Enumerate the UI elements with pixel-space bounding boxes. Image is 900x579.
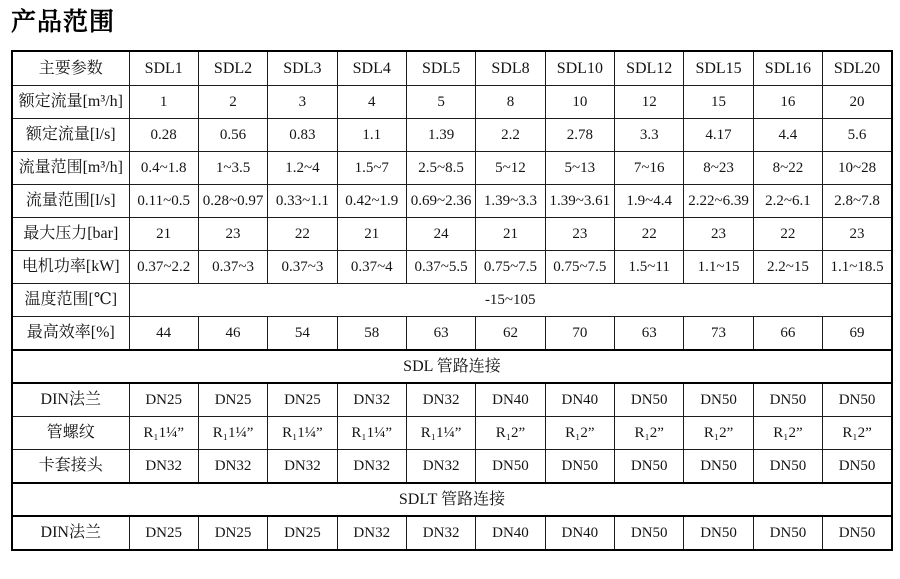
value-cell: 22 bbox=[268, 218, 337, 251]
value-cell: 1~3.5 bbox=[198, 152, 267, 185]
model-column-header: SDL12 bbox=[615, 51, 684, 86]
value-cell: R₁1¼” bbox=[406, 417, 475, 450]
value-cell: R₁2” bbox=[823, 417, 892, 450]
row-label: 流量范围[m³/h] bbox=[12, 152, 129, 185]
model-column-header: SDL5 bbox=[406, 51, 475, 86]
value-cell: 73 bbox=[684, 317, 753, 351]
value-cell: 1.39~3.61 bbox=[545, 185, 614, 218]
table-row bbox=[12, 350, 892, 383]
value-cell: 66 bbox=[753, 317, 822, 351]
table-row bbox=[12, 119, 892, 152]
value-cell: 69 bbox=[823, 317, 892, 351]
value-cell: 1.39 bbox=[406, 119, 475, 152]
value-cell: DN50 bbox=[545, 450, 614, 484]
value-cell: 1.1~18.5 bbox=[823, 251, 892, 284]
value-cell: 21 bbox=[129, 218, 198, 251]
value-cell: DN50 bbox=[684, 383, 753, 417]
table-row bbox=[12, 417, 892, 450]
row-label: 最大压力[bar] bbox=[12, 218, 129, 251]
value-cell: 5~13 bbox=[545, 152, 614, 185]
value-cell: 54 bbox=[268, 317, 337, 351]
value-cell: 2 bbox=[198, 86, 267, 119]
value-cell: 2.78 bbox=[545, 119, 614, 152]
value-cell: R₁1¼” bbox=[129, 417, 198, 450]
value-cell: 7~16 bbox=[615, 152, 684, 185]
value-cell: 0.42~1.9 bbox=[337, 185, 406, 218]
value-cell: 10~28 bbox=[823, 152, 892, 185]
value-cell: 0.37~4 bbox=[337, 251, 406, 284]
model-column-header: SDL20 bbox=[823, 51, 892, 86]
value-cell: 15 bbox=[684, 86, 753, 119]
value-cell: DN50 bbox=[684, 516, 753, 550]
value-cell: 2.5~8.5 bbox=[406, 152, 475, 185]
value-cell: DN25 bbox=[198, 516, 267, 550]
value-cell: DN40 bbox=[545, 383, 614, 417]
value-cell: 44 bbox=[129, 317, 198, 351]
value-cell: DN32 bbox=[406, 516, 475, 550]
value-cell: 4 bbox=[337, 86, 406, 119]
row-label: 电机功率[kW] bbox=[12, 251, 129, 284]
row-label: 额定流量[m³/h] bbox=[12, 86, 129, 119]
value-cell: DN32 bbox=[337, 450, 406, 484]
value-cell: DN32 bbox=[406, 383, 475, 417]
value-cell: 0.37~3 bbox=[198, 251, 267, 284]
row-label: 温度范围[℃] bbox=[12, 284, 129, 317]
value-cell: DN32 bbox=[406, 450, 475, 484]
value-cell: 5.6 bbox=[823, 119, 892, 152]
row-label: 额定流量[l/s] bbox=[12, 119, 129, 152]
value-cell: 16 bbox=[753, 86, 822, 119]
value-cell: DN25 bbox=[129, 516, 198, 550]
value-cell: R₁2” bbox=[753, 417, 822, 450]
value-cell: 4.17 bbox=[684, 119, 753, 152]
value-cell: DN50 bbox=[615, 516, 684, 550]
value-cell: 0.83 bbox=[268, 119, 337, 152]
value-cell: R₁1¼” bbox=[198, 417, 267, 450]
row-label: DIN法兰 bbox=[12, 383, 129, 417]
value-cell: 70 bbox=[545, 317, 614, 351]
value-cell: 0.75~7.5 bbox=[545, 251, 614, 284]
table-row bbox=[12, 483, 892, 516]
value-cell: DN40 bbox=[476, 516, 545, 550]
value-cell: 0.4~1.8 bbox=[129, 152, 198, 185]
value-cell: R₁1¼” bbox=[337, 417, 406, 450]
table-row bbox=[12, 284, 892, 317]
value-cell: 3.3 bbox=[615, 119, 684, 152]
value-cell: 1.9~4.4 bbox=[615, 185, 684, 218]
value-cell: 20 bbox=[823, 86, 892, 119]
table-row bbox=[12, 450, 892, 484]
value-cell: 3 bbox=[268, 86, 337, 119]
value-cell: 5 bbox=[406, 86, 475, 119]
row-label: 卡套接头 bbox=[12, 450, 129, 484]
value-cell: DN32 bbox=[268, 450, 337, 484]
value-cell: 0.56 bbox=[198, 119, 267, 152]
value-cell: 46 bbox=[198, 317, 267, 351]
table-row bbox=[12, 218, 892, 251]
value-cell: 21 bbox=[337, 218, 406, 251]
model-column-header: SDL1 bbox=[129, 51, 198, 86]
span-value-cell: -15~105 bbox=[129, 284, 892, 317]
table-row bbox=[12, 383, 892, 417]
value-cell: 1.5~11 bbox=[615, 251, 684, 284]
value-cell: 5~12 bbox=[476, 152, 545, 185]
value-cell: DN50 bbox=[823, 516, 892, 550]
value-cell: 2.2~6.1 bbox=[753, 185, 822, 218]
value-cell: DN25 bbox=[268, 383, 337, 417]
value-cell: DN40 bbox=[476, 383, 545, 417]
value-cell: 10 bbox=[545, 86, 614, 119]
value-cell: 0.37~2.2 bbox=[129, 251, 198, 284]
value-cell: 8 bbox=[476, 86, 545, 119]
table-row bbox=[12, 185, 892, 218]
value-cell: 63 bbox=[615, 317, 684, 351]
value-cell: DN32 bbox=[337, 383, 406, 417]
value-cell: 2.22~6.39 bbox=[684, 185, 753, 218]
model-column-header: SDL16 bbox=[753, 51, 822, 86]
model-column-header: SDL8 bbox=[476, 51, 545, 86]
row-label: 流量范围[l/s] bbox=[12, 185, 129, 218]
value-cell: DN32 bbox=[198, 450, 267, 484]
value-cell: 58 bbox=[337, 317, 406, 351]
value-cell: 0.69~2.36 bbox=[406, 185, 475, 218]
value-cell: 62 bbox=[476, 317, 545, 351]
value-cell: 1 bbox=[129, 86, 198, 119]
page-title: 产品范围 bbox=[11, 7, 116, 36]
value-cell: 24 bbox=[406, 218, 475, 251]
value-cell: 0.28~0.97 bbox=[198, 185, 267, 218]
value-cell: DN50 bbox=[615, 450, 684, 484]
value-cell: DN50 bbox=[823, 383, 892, 417]
value-cell: 2.8~7.8 bbox=[823, 185, 892, 218]
value-cell: 1.1~15 bbox=[684, 251, 753, 284]
value-cell: 1.1 bbox=[337, 119, 406, 152]
value-cell: R₁2” bbox=[545, 417, 614, 450]
value-cell: 8~22 bbox=[753, 152, 822, 185]
table-body bbox=[12, 86, 892, 551]
value-cell: 23 bbox=[823, 218, 892, 251]
table-row bbox=[12, 516, 892, 550]
value-cell: DN50 bbox=[823, 450, 892, 484]
row-label: 管螺纹 bbox=[12, 417, 129, 450]
value-cell: DN25 bbox=[198, 383, 267, 417]
value-cell: DN25 bbox=[268, 516, 337, 550]
table-header bbox=[12, 51, 892, 86]
value-cell: 1.2~4 bbox=[268, 152, 337, 185]
value-cell: DN50 bbox=[753, 516, 822, 550]
product-spec-table bbox=[11, 50, 893, 551]
value-cell: 63 bbox=[406, 317, 475, 351]
value-cell: R₁2” bbox=[615, 417, 684, 450]
value-cell: 0.75~7.5 bbox=[476, 251, 545, 284]
value-cell: R₁1¼” bbox=[268, 417, 337, 450]
model-column-header: SDL15 bbox=[684, 51, 753, 86]
row-label: 最高效率[%] bbox=[12, 317, 129, 351]
header-row bbox=[12, 51, 892, 86]
table-row bbox=[12, 251, 892, 284]
value-cell: R₁2” bbox=[476, 417, 545, 450]
model-column-header: SDL10 bbox=[545, 51, 614, 86]
table-row bbox=[12, 86, 892, 119]
model-column-header: SDL4 bbox=[337, 51, 406, 86]
value-cell: DN25 bbox=[129, 383, 198, 417]
param-column-header: 主要参数 bbox=[12, 51, 129, 86]
value-cell: DN40 bbox=[545, 516, 614, 550]
model-column-header: SDL3 bbox=[268, 51, 337, 86]
value-cell: 0.28 bbox=[129, 119, 198, 152]
section-header: SDLT 管路连接 bbox=[12, 483, 892, 516]
value-cell: 2.2 bbox=[476, 119, 545, 152]
value-cell: DN32 bbox=[129, 450, 198, 484]
value-cell: 23 bbox=[198, 218, 267, 251]
value-cell: DN50 bbox=[684, 450, 753, 484]
value-cell: R₁2” bbox=[684, 417, 753, 450]
value-cell: DN32 bbox=[337, 516, 406, 550]
value-cell: 23 bbox=[545, 218, 614, 251]
value-cell: 22 bbox=[615, 218, 684, 251]
value-cell: 0.11~0.5 bbox=[129, 185, 198, 218]
table-row bbox=[12, 152, 892, 185]
value-cell: 0.33~1.1 bbox=[268, 185, 337, 218]
value-cell: 4.4 bbox=[753, 119, 822, 152]
row-label: DIN法兰 bbox=[12, 516, 129, 550]
section-header: SDL 管路连接 bbox=[12, 350, 892, 383]
value-cell: 1.39~3.3 bbox=[476, 185, 545, 218]
value-cell: 12 bbox=[615, 86, 684, 119]
value-cell: 22 bbox=[753, 218, 822, 251]
value-cell: 1.5~7 bbox=[337, 152, 406, 185]
value-cell: 2.2~15 bbox=[753, 251, 822, 284]
value-cell: DN50 bbox=[615, 383, 684, 417]
value-cell: 0.37~5.5 bbox=[406, 251, 475, 284]
value-cell: 0.37~3 bbox=[268, 251, 337, 284]
value-cell: DN50 bbox=[753, 383, 822, 417]
value-cell: 21 bbox=[476, 218, 545, 251]
table-row bbox=[12, 317, 892, 351]
value-cell: DN50 bbox=[476, 450, 545, 484]
model-column-header: SDL2 bbox=[198, 51, 267, 86]
value-cell: 8~23 bbox=[684, 152, 753, 185]
value-cell: 23 bbox=[684, 218, 753, 251]
value-cell: DN50 bbox=[753, 450, 822, 484]
